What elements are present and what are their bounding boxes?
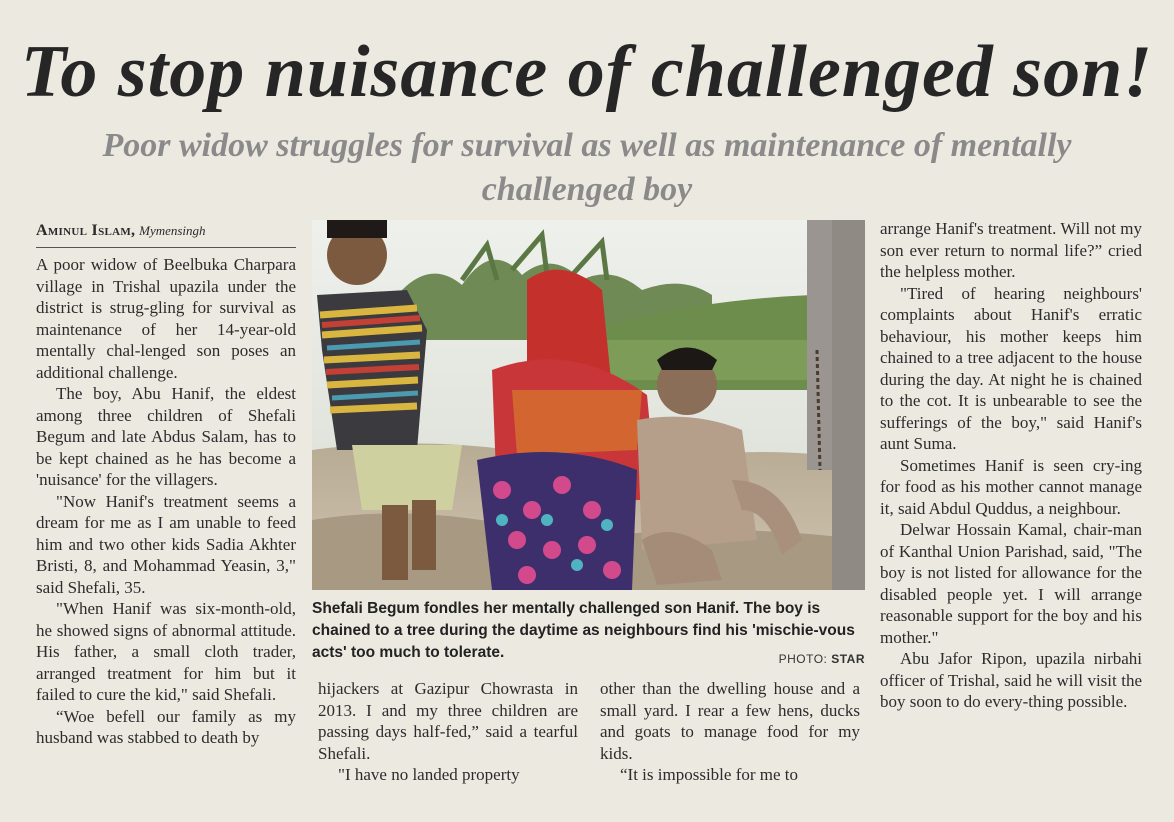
article-column-3 xyxy=(600,678,860,786)
paragraph: "When Hanif was six-month-old, he showed signs of abnormal attitude. His father, a small cloth trader, arranged treatment for him but it failed to cure the kid," said Shefali. xyxy=(36,599,296,704)
paragraph: A poor widow of Beelbuka Charpara village in Trishal upazila under the district is strug-gling for survival as maintenance of her 14-year-old mentally chal-lenged son poses an additional challenge. xyxy=(36,255,296,382)
paragraph: "Now Hanif's treatment seems a dream for me as I am unable to feed him and two other kids Sadia Akhter Bristi, 8, and Mohammad Yeasin, 3," said Shefali, 35. xyxy=(36,491,296,597)
photo-caption: Shefali Begum fondles her mentally challenged son Hanif. The boy is chained to a tree during the daytime as neighbours find his 'mischie-vous acts' too much to tolerate. xyxy=(312,600,855,661)
paragraph: “It is impossible for me to xyxy=(620,765,799,784)
paragraph: "I have no landed property xyxy=(338,765,520,784)
byline-author: Aminul Islam, xyxy=(36,222,136,239)
byline xyxy=(36,220,296,248)
photo-credit-source: STAR xyxy=(831,652,865,666)
paragraph: “Woe befell our family as my husband was stabbed to death by xyxy=(36,706,296,747)
subheadline: Poor widow struggles for survival as well as maintenance of mentally challenged boy xyxy=(102,127,1072,208)
photo-credit xyxy=(700,652,865,666)
paragraph: Abu Jafor Ripon, upazila nirbahi officer of Trishal, said he will visit the boy soon to do every-thing possible. xyxy=(880,649,1142,711)
paragraph: hijackers at Gazipur Chowrasta in 2013. I and my three children are passing days half-fed,” said a tearful Shefali. xyxy=(318,679,578,763)
article-column-2 xyxy=(318,678,578,786)
news-photo xyxy=(312,220,865,590)
article-column-1 xyxy=(36,254,296,749)
photo-credit-label: PHOTO: xyxy=(778,652,832,666)
paragraph: arrange Hanif's treatment. Will not my son ever return to normal life?” cried the helpless mother. xyxy=(880,219,1142,281)
paragraph: Sometimes Hanif is seen cry-ing for food as his mother cannot manage it, said Abdul Quddus, a neighbour. xyxy=(880,455,1142,518)
byline-location: Mymensingh xyxy=(139,223,206,238)
photo-illustration xyxy=(312,220,865,590)
paragraph: other than the dwelling house and a small yard. I rear a few hens, ducks and goats to manage food for my kids. xyxy=(600,679,860,763)
paragraph: "Tired of hearing neighbours' complaints about Hanif's erratic behaviour, his mother keeps him chained to a tree adjacent to the house during the day. At night he is chained to the cot. It is unbearable to see the sufferings of the boy," said Hanif's aunt Suma. xyxy=(880,283,1142,453)
article-column-4 xyxy=(880,218,1142,713)
paragraph: The boy, Abu Hanif, the eldest among three children of Shefali Begum and late Abdus Salam, has to be kept chained as he has become a 'nuisance' for the villagers. xyxy=(36,384,296,489)
paragraph: Delwar Hossain Kamal, chair-man of Kanthal Union Parishad, said, "The boy is not listed for allowance for the disabled people yet. I will arrange reasonable support for the boy and his mother." xyxy=(880,520,1142,647)
headline: To stop nuisance of challenged son! xyxy=(20,31,1154,113)
